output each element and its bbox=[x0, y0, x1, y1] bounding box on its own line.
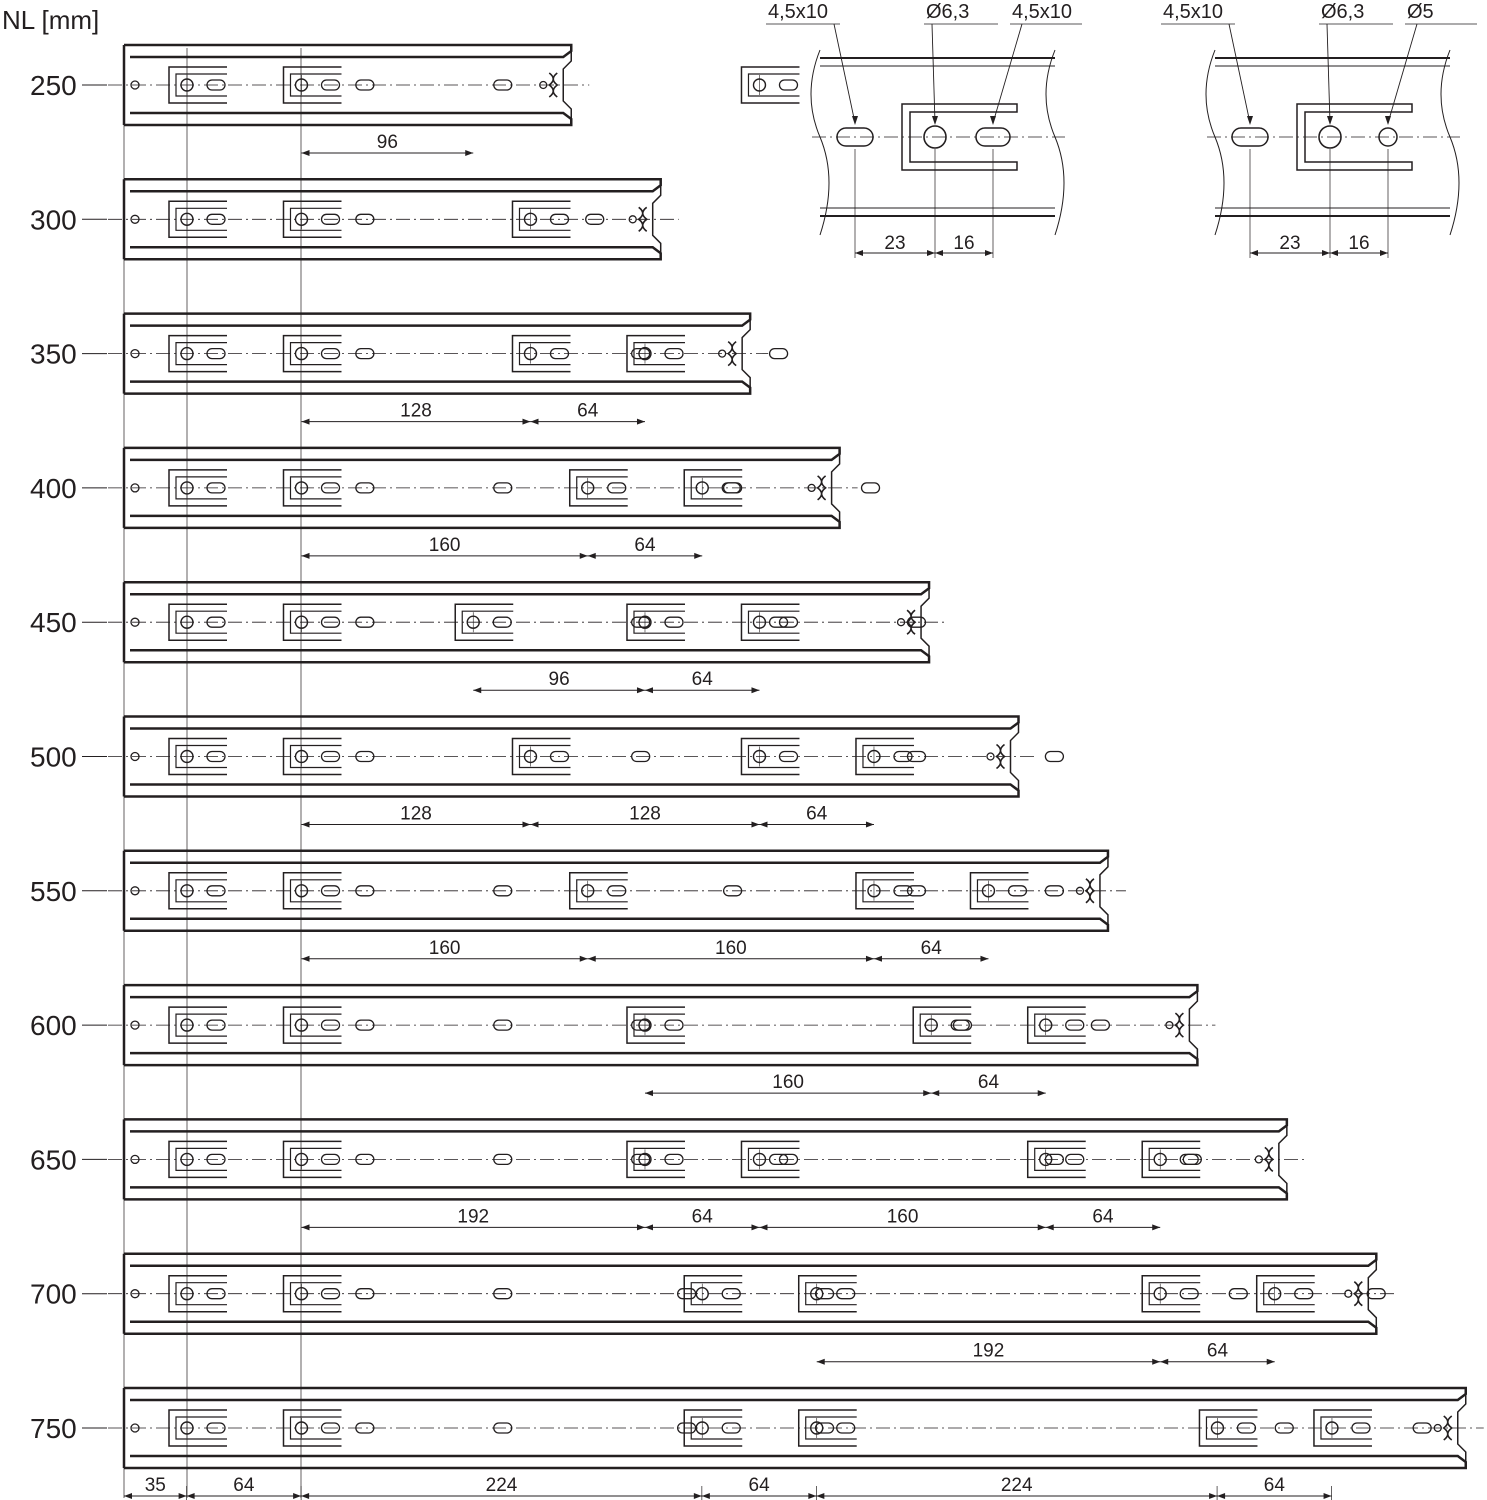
dimension bbox=[301, 535, 587, 559]
rail-bottom-edge bbox=[124, 785, 1019, 797]
rail-350 bbox=[30, 314, 788, 425]
dimension bbox=[301, 938, 587, 962]
rail-700 bbox=[30, 1254, 1394, 1365]
break-line bbox=[1206, 50, 1224, 235]
rail-750 bbox=[30, 1388, 1484, 1468]
callout-label: Ø6,3 bbox=[1321, 1, 1365, 23]
rail-top-edge bbox=[124, 985, 1197, 997]
rail-400 bbox=[30, 448, 880, 559]
rail-300 bbox=[30, 179, 679, 259]
end-stop-icon bbox=[1086, 879, 1094, 903]
dimension bbox=[645, 669, 759, 693]
detail-views-group bbox=[766, 1, 1477, 258]
callout-label: Ø5 bbox=[1407, 1, 1434, 23]
dimension-label: 64 bbox=[1206, 1340, 1229, 1362]
break-line bbox=[1441, 50, 1459, 235]
rail-length-label: 550 bbox=[30, 875, 77, 907]
callout-label: Ø6,3 bbox=[926, 1, 970, 23]
dimension-label: 96 bbox=[548, 669, 570, 691]
rail-bottom-edge bbox=[124, 113, 571, 125]
callout-leader bbox=[932, 24, 935, 123]
rail-top-edge bbox=[124, 314, 750, 326]
dimension bbox=[588, 938, 874, 962]
dimension-label: 224 bbox=[1000, 1475, 1033, 1496]
rail-450 bbox=[30, 582, 947, 693]
rail-length-label: 300 bbox=[30, 204, 77, 236]
end-stop-icon bbox=[1175, 1013, 1183, 1037]
dimension bbox=[759, 1206, 1045, 1230]
dimension-label: 16 bbox=[1348, 233, 1370, 254]
rail-length-label: 500 bbox=[30, 741, 77, 773]
rail-bottom-edge bbox=[124, 919, 1108, 931]
callout-arrow bbox=[852, 116, 858, 125]
rail-top-edge bbox=[124, 1119, 1287, 1131]
dimension-label: 160 bbox=[715, 937, 747, 959]
slot-hole-icon bbox=[862, 483, 880, 493]
bottom-dimension bbox=[816, 1475, 1217, 1500]
rail-bottom-edge bbox=[124, 1187, 1287, 1199]
bottom-dimension bbox=[124, 1475, 187, 1500]
dimension-label: 160 bbox=[772, 1072, 804, 1094]
rail-600 bbox=[30, 985, 1215, 1096]
rail-bottom-edge bbox=[124, 1456, 1466, 1468]
rail-end-profile bbox=[653, 185, 661, 253]
dimension-label: 192 bbox=[457, 1206, 490, 1228]
dimension-label: 160 bbox=[428, 937, 461, 959]
dimension bbox=[530, 804, 759, 828]
dimension bbox=[301, 1206, 644, 1230]
rail-length-label: 600 bbox=[30, 1010, 77, 1042]
dimension-label: 35 bbox=[144, 1475, 166, 1496]
rail-top-edge bbox=[124, 717, 1019, 729]
dimension-label: 64 bbox=[1092, 1206, 1114, 1228]
dimension-label: 23 bbox=[884, 233, 906, 254]
rail-length-label: 650 bbox=[30, 1144, 77, 1176]
dimension-label: 64 bbox=[691, 669, 713, 691]
rail-250 bbox=[30, 45, 799, 156]
rail-500 bbox=[30, 717, 1063, 828]
rail-length-label: 750 bbox=[30, 1413, 77, 1444]
slot-hole-icon bbox=[1045, 752, 1063, 762]
callout-leader bbox=[1229, 24, 1250, 123]
rail-bottom-edge bbox=[124, 382, 750, 394]
callout-leader bbox=[834, 24, 855, 123]
bottom-dimension bbox=[702, 1475, 816, 1500]
dimension bbox=[645, 1206, 759, 1230]
callout-arrow bbox=[990, 116, 996, 125]
dimension bbox=[301, 401, 530, 425]
dimension-label: 224 bbox=[485, 1475, 518, 1496]
dimension-label: 16 bbox=[953, 233, 975, 254]
rail-length-label: 400 bbox=[30, 472, 77, 504]
callout-arrow bbox=[932, 116, 938, 125]
bottom-dimension bbox=[187, 1475, 301, 1500]
unit-label: NL [mm] bbox=[2, 5, 100, 35]
callout-arrow bbox=[1327, 116, 1333, 125]
rail-bottom-edge bbox=[124, 650, 929, 662]
dimension bbox=[874, 938, 988, 962]
callout-label: 4,5x10 bbox=[1163, 1, 1224, 23]
bottom-dimension bbox=[1217, 1475, 1331, 1500]
dimension-label: 23 bbox=[1279, 233, 1301, 254]
rail-length-label: 350 bbox=[30, 338, 77, 370]
bottom-dimension bbox=[301, 1475, 702, 1500]
break-line bbox=[811, 50, 829, 235]
dimension bbox=[645, 1072, 931, 1096]
rail-length-label: 250 bbox=[30, 70, 77, 101]
detail-view-1 bbox=[766, 1, 1082, 258]
rail-bottom-edge bbox=[124, 1322, 1376, 1334]
dimension-label: 96 bbox=[376, 132, 398, 153]
rail-550 bbox=[30, 851, 1126, 962]
dimension bbox=[301, 132, 473, 156]
dimension bbox=[301, 804, 530, 828]
callout-leader bbox=[1327, 24, 1330, 123]
callout-arrow bbox=[1385, 116, 1391, 125]
dimension-label: 64 bbox=[691, 1206, 713, 1228]
rail-top-edge bbox=[124, 448, 840, 460]
rail-top-edge bbox=[124, 45, 571, 57]
slot-hole-icon bbox=[770, 349, 788, 359]
rail-top-edge bbox=[124, 582, 929, 594]
rail-length-label: 700 bbox=[30, 1278, 77, 1310]
dimension-label: 64 bbox=[577, 400, 599, 422]
dimension-label: 64 bbox=[233, 1475, 255, 1496]
dimension bbox=[588, 535, 702, 559]
dimension-label: 64 bbox=[748, 1475, 770, 1496]
detail-view-2 bbox=[1161, 1, 1477, 258]
dimension bbox=[759, 804, 873, 828]
dimension-label: 192 bbox=[972, 1340, 1005, 1362]
dimension bbox=[1160, 1341, 1274, 1365]
dimension bbox=[817, 1341, 1160, 1365]
rail-bottom-edge bbox=[124, 516, 840, 528]
dimension-label: 64 bbox=[1263, 1475, 1285, 1496]
dimension-label: 128 bbox=[400, 803, 432, 825]
dimension bbox=[530, 401, 644, 425]
break-line bbox=[1046, 50, 1064, 235]
rail-top-edge bbox=[124, 851, 1108, 863]
callout-arrow bbox=[1247, 116, 1253, 125]
rail-bottom-edge bbox=[124, 247, 661, 259]
dimension-label: 128 bbox=[629, 803, 661, 825]
dimension-label: 160 bbox=[886, 1206, 919, 1228]
mount-bracket-icon bbox=[741, 67, 799, 103]
dimension-label: 160 bbox=[428, 534, 461, 556]
rail-top-edge bbox=[124, 1254, 1376, 1266]
dimension bbox=[931, 1072, 1045, 1096]
dimension-label: 64 bbox=[806, 803, 828, 825]
callout-label: 4,5x10 bbox=[768, 1, 829, 23]
dimension-label: 64 bbox=[977, 1072, 1000, 1094]
dimension-label: 64 bbox=[920, 937, 942, 959]
rail-top-edge bbox=[124, 1388, 1466, 1400]
rail-650 bbox=[30, 1119, 1305, 1230]
dimension bbox=[473, 669, 645, 693]
callout-label: 4,5x10 bbox=[1012, 1, 1073, 23]
dimension-label: 64 bbox=[634, 534, 656, 556]
rail-top-edge bbox=[124, 179, 661, 191]
rail-bottom-edge bbox=[124, 1053, 1197, 1065]
rail-length-label: 450 bbox=[30, 607, 77, 639]
dimension bbox=[1046, 1206, 1160, 1230]
end-stop-icon bbox=[818, 476, 826, 500]
dimension-label: 128 bbox=[400, 400, 432, 422]
rails-group bbox=[30, 45, 1484, 1500]
